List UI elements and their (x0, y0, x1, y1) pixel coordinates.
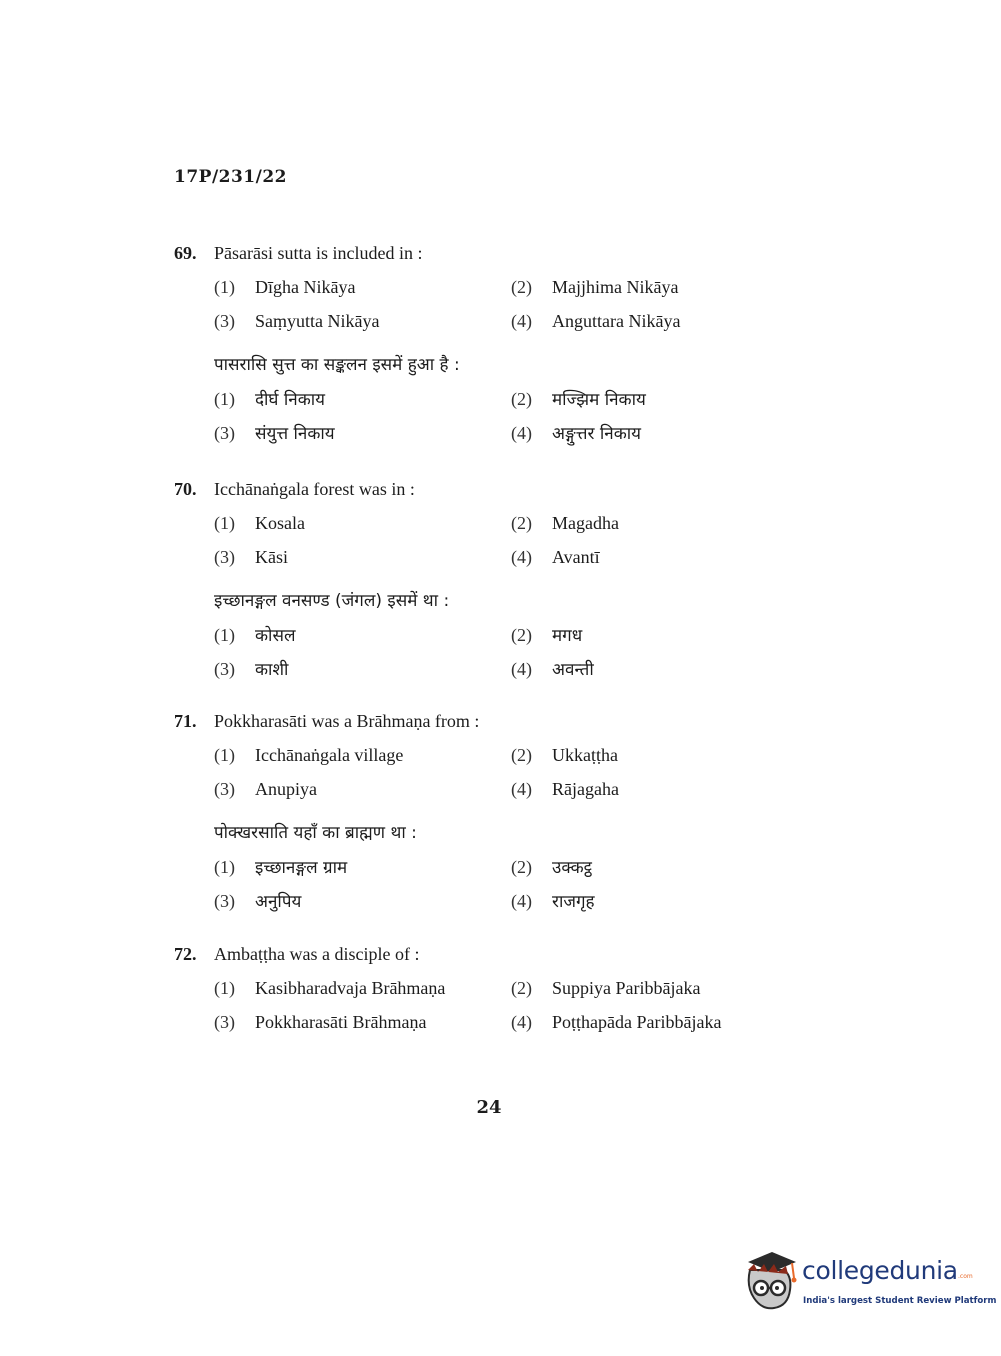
option: (2) मगध (511, 625, 583, 646)
hindi-version (174, 348, 794, 450)
option: (4) Rājagaha (511, 779, 619, 799)
page-number: 24 (476, 1097, 502, 1118)
option: (1) Dīgha Nikāya (214, 277, 356, 297)
question-69 (174, 236, 794, 450)
logo-dotcom: .com (958, 1273, 973, 1280)
option-row (174, 738, 794, 772)
question-prompt-hindi: पासरासि सुत्त का सङ्कलन इसमें हुआ है : (214, 355, 460, 375)
option: (2) मज्झिम निकाय (511, 389, 646, 410)
question-text (174, 937, 794, 971)
question-70 (174, 472, 794, 686)
paper-code: 17P/231/22 (174, 167, 288, 187)
option: (4) Anguttara Nikāya (511, 311, 681, 331)
logo-tagline: India's largest Student Review Platform (803, 1296, 997, 1306)
question-number: 70. (174, 479, 197, 499)
question-text (174, 704, 794, 738)
option: (3) Pokkharasāti Brāhmaṇa (214, 1012, 427, 1032)
option-row (174, 270, 794, 304)
question-number: 71. (174, 711, 197, 731)
option-row (174, 850, 794, 884)
mascot-icon (742, 1250, 800, 1314)
option: (3) Saṃyutta Nikāya (214, 311, 380, 331)
option: (3) काशी (214, 659, 289, 680)
question-text (174, 236, 794, 270)
logo-name: collegedunia (802, 1256, 958, 1285)
question-72 (174, 937, 794, 1039)
option: (3) संयुत्त निकाय (214, 423, 335, 444)
option: (3) Kāsi (214, 547, 288, 567)
question-prompt-hindi: पोक्खरसाति यहाँ का ब्राह्मण था : (214, 823, 417, 843)
option: (2) उक्कट्ठ (511, 857, 592, 878)
question-prompt: Icchānaṅgala forest was in : (214, 479, 415, 499)
collegedunia-logo (742, 1248, 997, 1320)
question-number: 69. (174, 243, 197, 263)
option: (1) Kosala (214, 513, 305, 533)
option: (2) Magadha (511, 513, 619, 533)
question-prompt-hindi: इच्छानङ्गल वनसण्ड (जंगल) इसमें था : (214, 591, 450, 611)
option: (1) कोसल (214, 625, 296, 646)
question-number: 72. (174, 944, 197, 964)
option-row (174, 382, 794, 416)
option: (1) इच्छानङ्गल ग्राम (214, 857, 348, 878)
option-row (174, 772, 794, 806)
option: (2) Majjhima Nikāya (511, 277, 679, 297)
option-row (174, 540, 794, 574)
option: (2) Ukkaṭṭha (511, 745, 618, 765)
option-row (174, 506, 794, 540)
option-row (174, 971, 794, 1005)
hindi-version (174, 584, 794, 686)
question-prompt: Pokkharasāti was a Brāhmaṇa from : (214, 711, 480, 731)
question-text (174, 472, 794, 506)
question-prompt: Pāsarāsi sutta is included in : (214, 243, 423, 263)
option-row (174, 652, 794, 686)
option-row (174, 304, 794, 338)
option: (4) Poṭṭhapāda Paribbājaka (511, 1012, 722, 1032)
question-prompt: Ambaṭṭha was a disciple of : (214, 944, 420, 964)
option-row (174, 618, 794, 652)
hindi-version (174, 816, 794, 918)
question-71 (174, 704, 794, 918)
option: (4) राजगृह (511, 891, 595, 912)
option: (1) दीर्घ निकाय (214, 389, 326, 410)
option: (4) अङ्गुत्तर निकाय (511, 423, 642, 444)
option: (1) Icchānaṅgala village (214, 745, 404, 765)
option: (3) अनुपिय (214, 891, 302, 912)
option: (4) अवन्ती (511, 659, 594, 680)
option-row (174, 416, 794, 450)
option-row (174, 1005, 794, 1039)
option: (4) Avantī (511, 547, 600, 567)
option: (3) Anupiya (214, 779, 317, 799)
option: (2) Suppiya Paribbājaka (511, 978, 701, 998)
option: (1) Kasibharadvaja Brāhmaṇa (214, 978, 446, 998)
option-row (174, 884, 794, 918)
